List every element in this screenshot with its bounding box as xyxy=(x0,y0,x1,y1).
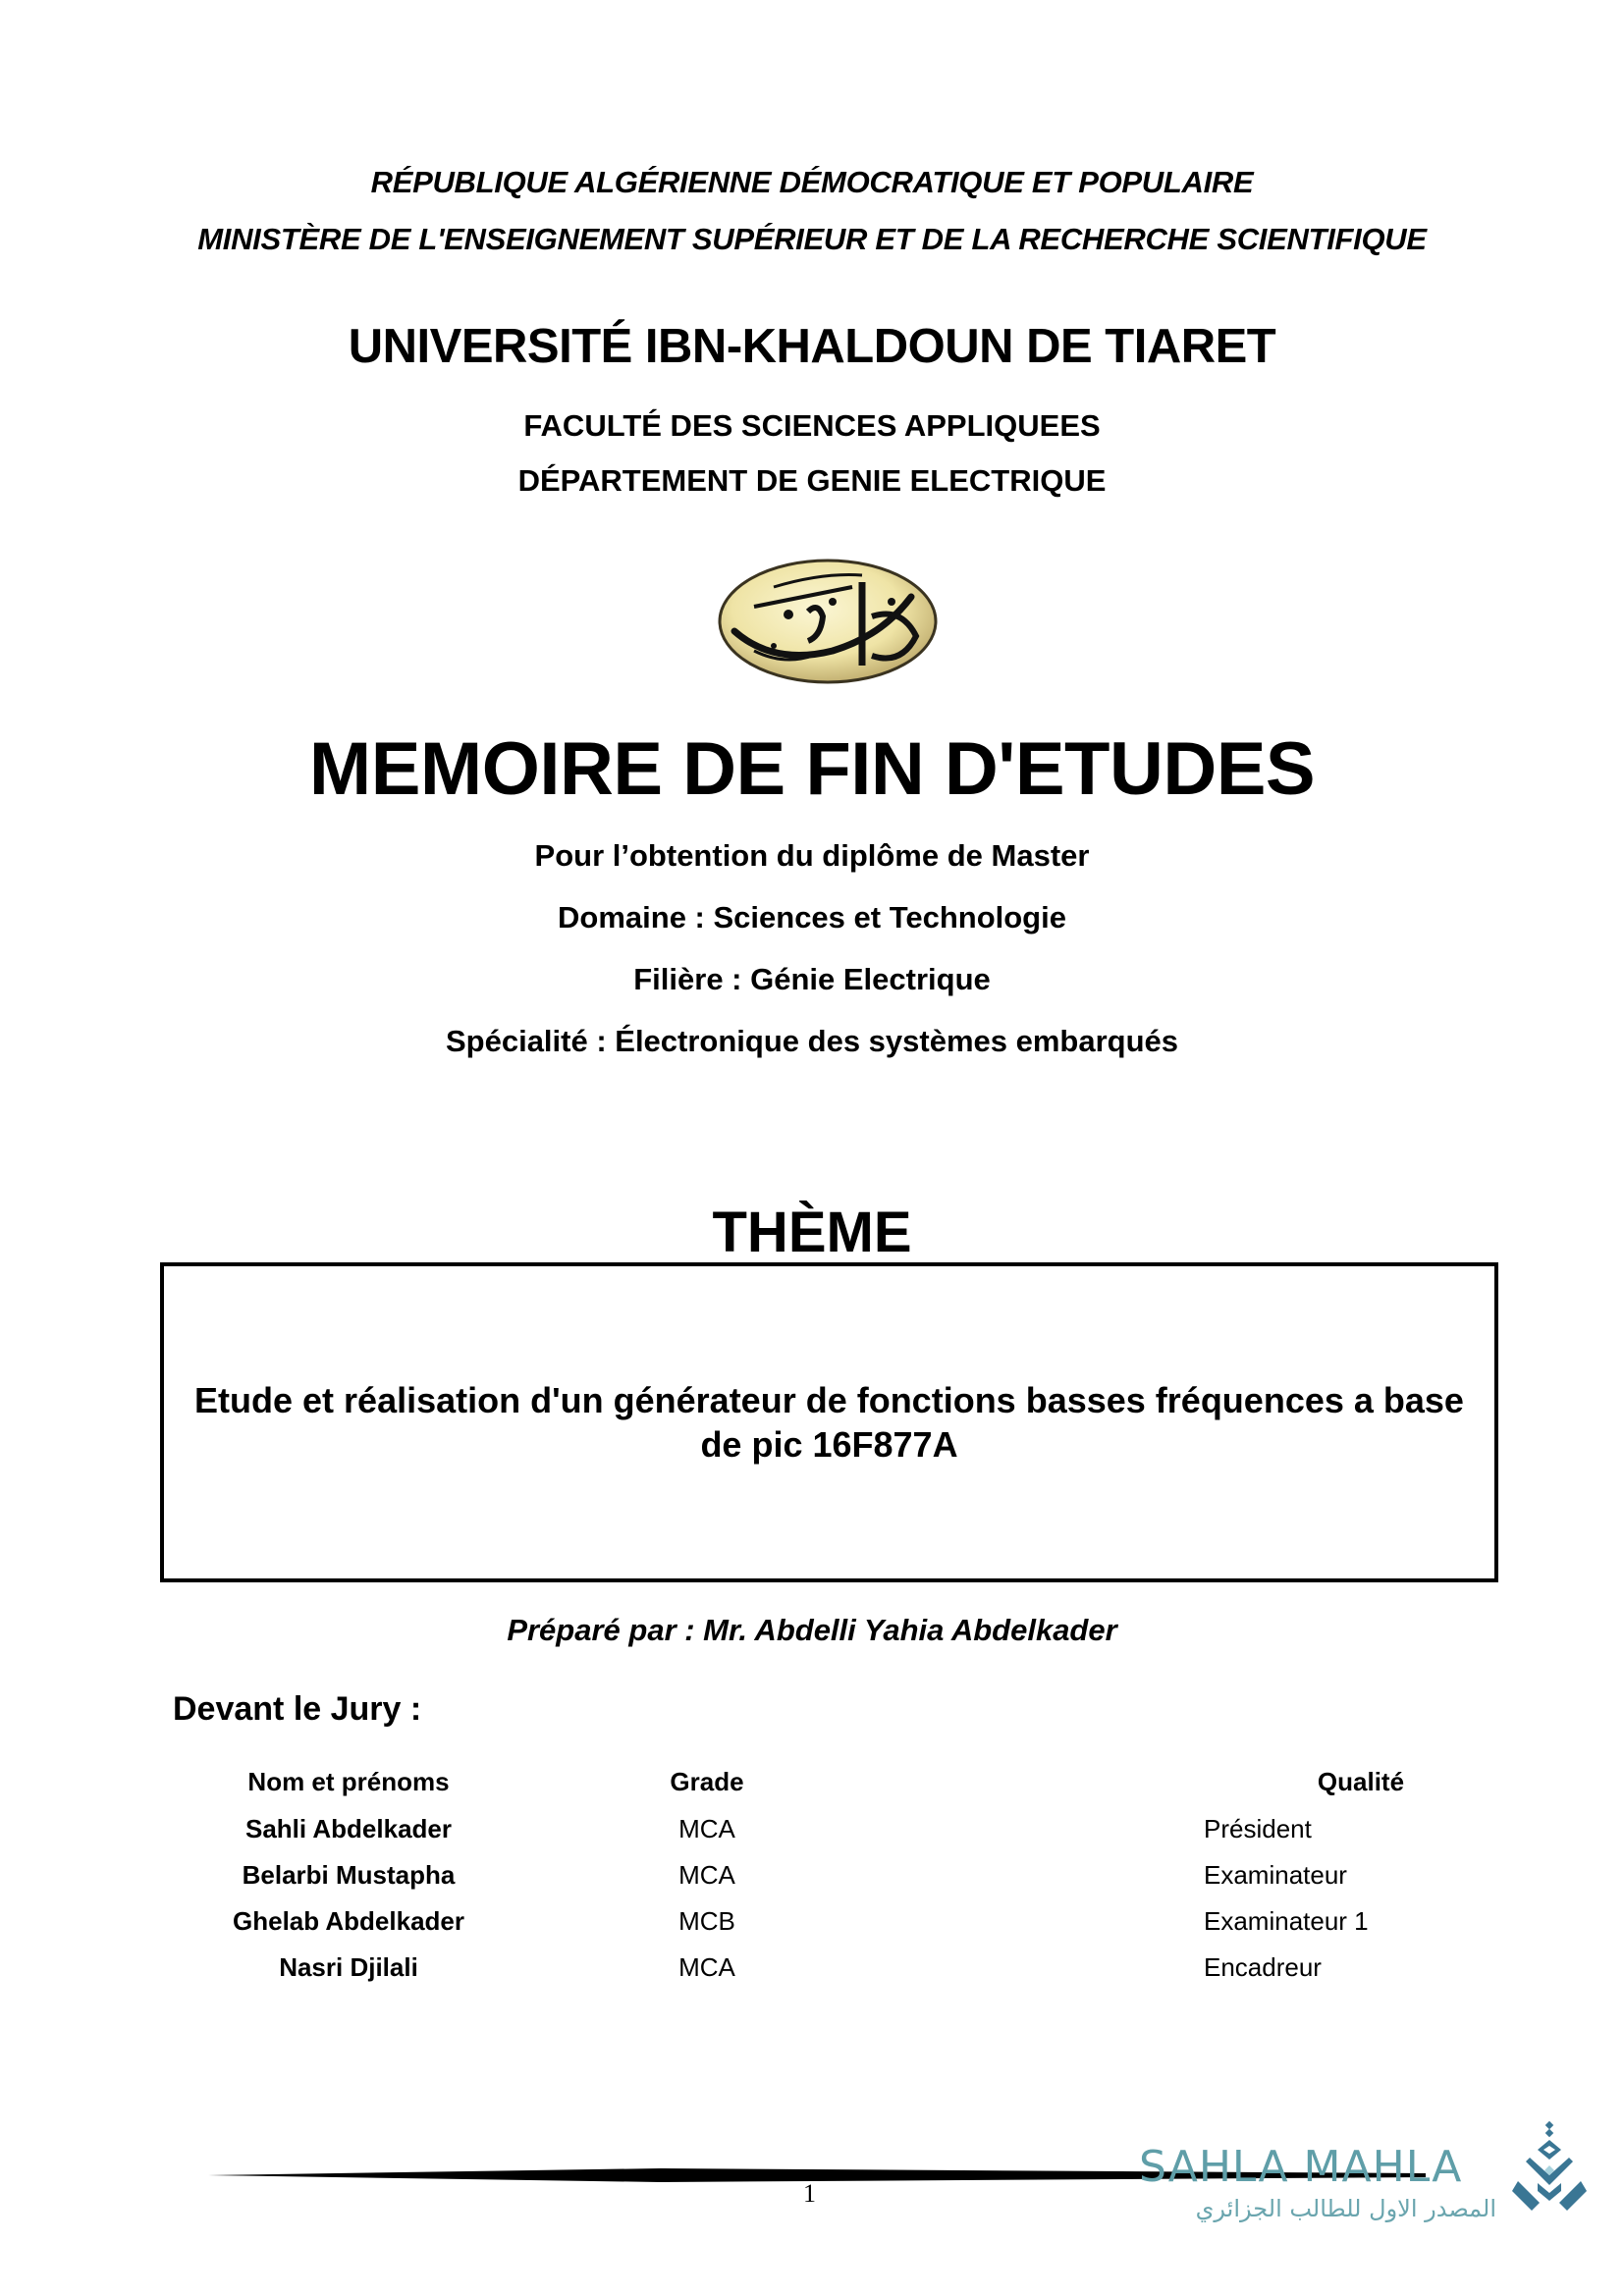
jury-member-grade: MCA xyxy=(678,1814,735,1843)
faculty-name: FACULTÉ DES SCIENCES APPLIQUEES xyxy=(523,408,1101,443)
prepared-by: Préparé par : Mr. Abdelli Yahia Abdelkader xyxy=(507,1613,1117,1647)
jury-member-name: Belarbi Mustapha xyxy=(242,1860,456,1890)
domain-line: Domaine : Sciences et Technologie xyxy=(558,900,1066,934)
jury-member-name: Nasri Djilali xyxy=(279,1952,418,1982)
page-number: 1 xyxy=(803,2179,816,2208)
jury-title: Devant le Jury : xyxy=(173,1690,422,1728)
jury-member-role: Examinateur 1 xyxy=(1204,1906,1369,1936)
jury-header-grade: Grade xyxy=(670,1767,744,1796)
jury-header-role: Qualité xyxy=(1317,1767,1405,1796)
watermark-arabic-text: المصدر الاول للطالب الجزائري xyxy=(1195,2195,1496,2222)
header-republic: RÉPUBLIQUE ALGÉRIENNE DÉMOCRATIQUE ET POPULAIRE xyxy=(370,165,1254,199)
specialty-line: Spécialité : Électronique des systèmes embarqués xyxy=(445,1024,1179,1058)
jury-member-name: Ghelab Abdelkader xyxy=(233,1906,464,1936)
department-name: DÉPARTEMENT DE GENIE ELECTRIQUE xyxy=(517,463,1107,498)
jury-member-grade: MCA xyxy=(678,1952,735,1982)
jury-member-role: Président xyxy=(1204,1814,1312,1843)
watermark-latin-text: SAHLA MAHLA xyxy=(1139,2142,1463,2192)
diploma-line: Pour l’obtention du diplôme de Master xyxy=(534,838,1090,873)
sahla-mahla-emblem-icon xyxy=(1512,2120,1591,2223)
jury-member-name: Sahli Abdelkader xyxy=(245,1814,452,1843)
jury-member-role: Examinateur xyxy=(1204,1860,1347,1890)
jury-member-grade: MCB xyxy=(678,1906,735,1936)
field-line: Filière : Génie Electrique xyxy=(633,962,991,996)
theme-label: THÈME xyxy=(712,1201,912,1264)
jury-member-role: Encadreur xyxy=(1204,1952,1322,1982)
memoire-title: MEMOIRE DE FIN D'ETUDES xyxy=(308,727,1316,811)
jury-member-grade: MCA xyxy=(678,1860,735,1890)
header-ministry: MINISTÈRE DE L'ENSEIGNEMENT SUPÉRIEUR ET DE LA RECHERCHE SCIENTIFIQUE xyxy=(197,222,1427,256)
theme-text: Etude et réalisation d'un générateur de fonctions basses fréquences a base de pic 16F877A xyxy=(194,1380,1464,1465)
university-name: UNIVERSITÉ IBN-KHALDOUN DE TIARET xyxy=(348,320,1276,373)
jury-header-name: Nom et prénoms xyxy=(247,1767,450,1796)
theme-box xyxy=(160,1262,1498,1582)
university-seal-icon xyxy=(715,558,941,690)
